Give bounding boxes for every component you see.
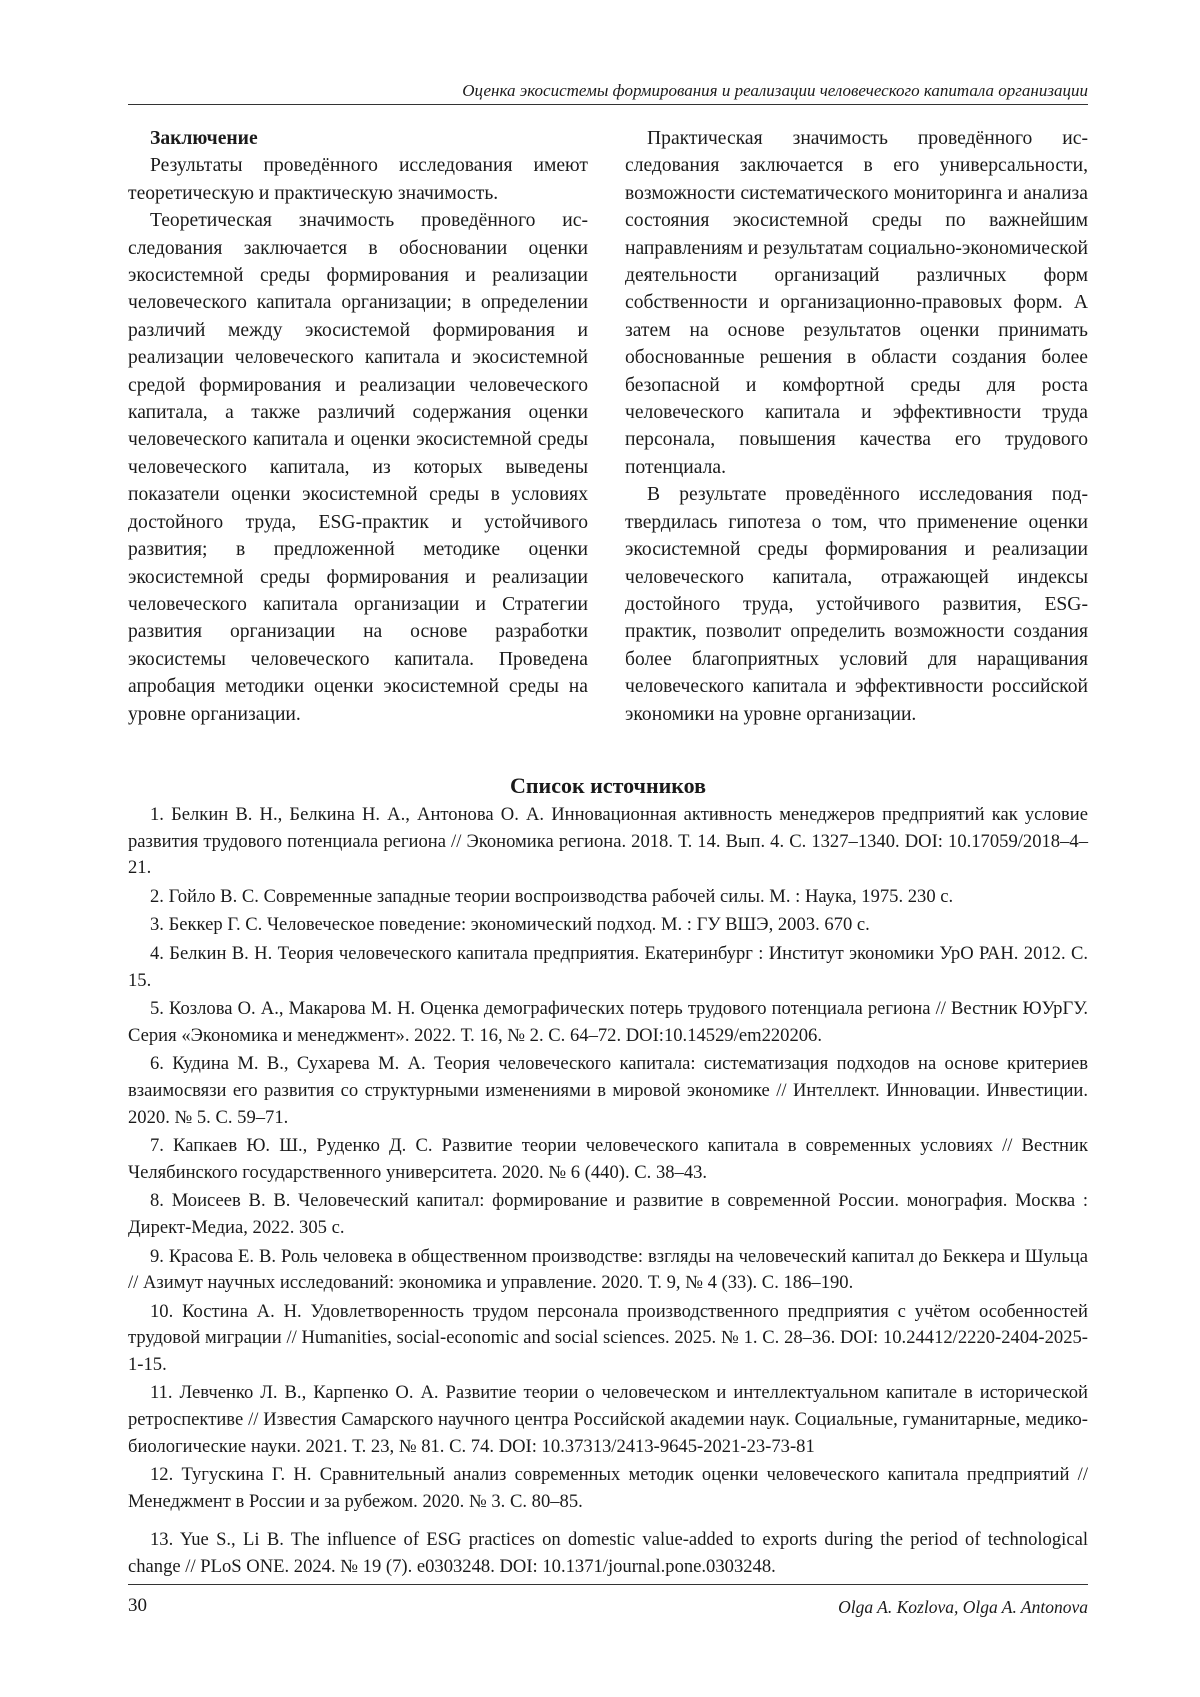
footer-rule — [128, 1584, 1088, 1585]
reference-item: 5. Козлова О. А., Макарова М. Н. Оценка демографических потерь трудового потенциала региона // Вестник ЮУрГУ. Серия «Экономика и менеджмент». 2022. Т. 16, № 2. С. 64–72. DOI:10.14529/em220206. — [128, 998, 1088, 1046]
body-paragraph: Практическая значимость проведённого исследования заключается в его универсальности, возможности систематического мониторинга и анализа состояния экосистемной среды по важнейшим направлениям и результатам социально-экономической деятельности организаций различных форм собственности и организационно-правовых форм. А затем на основе результатов оценки принимать обоснованные решения в области создания более безопасной и комфортной среды для роста человеческого капитала и эффективности труда персонала, повышения качества его трудового потенциала. — [625, 128, 1088, 478]
reference-item: 6. Кудина М. В., Сухарева М. А. Теория человеческого капитала: систематизация подходов на основе критериев взаимосвязи его развития со структурными изменениями в мировой экономике // Интеллект. Инновации. Инвестиции. 2020. № 5. С. 59–71. — [128, 1053, 1088, 1128]
body-paragraph: В результате проведённого исследования подтвердилась гипотеза о том, что применение оценки экосистемной среды формирования и реализации человеческого капитала, отражающей индексы достойного труда, устойчивого развития, ESG-практик, позволит определить возможности создания более благоприятных условий для наращивания человеческого капитала и эффективности российской экономики на уровне организации. — [625, 484, 1088, 725]
reference-item: 12. Тугускина Г. Н. Сравнительный анализ современных методик оценки человеческого капитала предприятий // Менеджмент в России и за рубежом. 2020. № 3. С. 80–85. — [128, 1464, 1088, 1512]
reference-item: 4. Белкин В. Н. Теория человеческого капитала предприятия. Екатеринбург : Институт экономики УрО РАН. 2012. С. 15. — [128, 942, 1088, 991]
reference-item: 13. Yue S., Li B. The influence of ESG practices on domestic value-added to exports during the period of technological change // PLoS ONE. 2024. № 19 (7). e0303248. DOI: 10.1371/journal.pone.0303248. — [128, 1529, 1088, 1578]
reference-item: 11. Левченко Л. В., Карпенко О. А. Развитие теории о человеческом и интеллектуальном капитале в исторической ретроспективе // Известия Самарского научного центра Российской академии наук. Социальные, гуманитарные, медико-биологические науки. 2021. Т. 23, № 81. С. 74. DOI: 10.37313/2413-9645-2021-23-73-81 — [128, 1382, 1088, 1457]
reference-item: 7. Капкаев Ю. Ш., Руденко Д. С. Развитие теории человеческого капитала в современных условиях // Вестник Челябинского государственного университета. 2020. № 6 (440). С. 38–43. — [128, 1135, 1088, 1183]
left-column — [128, 125, 588, 728]
header-rule — [128, 104, 1088, 105]
footer-authors: Olga A. Kozlova, Olga A. Antonova — [838, 1597, 1088, 1617]
reference-item: 8. Моисеев В. В. Человеческий капитал: формирование и развитие в современной России. монография. Москва : Директ-Медиа, 2022. 305 с. — [128, 1190, 1088, 1238]
reference-item: 2. Гойло В. С. Современные западные теории воспроизводства рабочей силы. М. : Наука, 1975. 230 с. — [150, 885, 954, 907]
reference-item: 9. Красова Е. В. Роль человека в общественном производстве: взгляды на человеческий капитал до Беккера и Шульца // Азимут научных исследований: экономика и управление. 2020. Т. 9, № 4 (33). С. 186–190. — [128, 1245, 1088, 1294]
body-paragraph: Результаты проведённого исследования имеют теоретическую и практическую значимость. — [128, 155, 588, 204]
reference-list — [128, 802, 1088, 1583]
page-number: 30 — [128, 1595, 147, 1616]
body-paragraph: Теоретическая значимость проведённого исследования заключается в обосновании оценки экосистемной среды формирования и реализации человеческого капитала организации; в определении различий между экосистемой формирования и реализации человеческого капитала и экосистемной средой формирования и реализации человеческого капитала, а также различий содержания оценки человеческого капитала и оценки экосистемной среды человеческого капитала, из которых выведены показатели оценки экосистемной среды в условиях достойного труда, ESG-практик и устойчивого развития; в предложенной методике оценки экосистемной среды формирования и реализации человеческого капитала организации и Стратегии развития организации на основе разработки экосистемы человеческого капитала. Проведена апробация методики оценки экосистемной среды на уровне организации. — [128, 210, 588, 725]
running-title: Оценка экосистемы формирования и реализации человеческого капитала организации — [462, 81, 1088, 100]
reference-item: 3. Беккер Г. С. Человеческое поведение: экономический подход. М. : ГУ ВШЭ, 2003. 670 с. — [150, 914, 870, 936]
right-column — [625, 125, 1088, 728]
references-title: Список источников — [509, 773, 707, 798]
reference-item: 1. Белкин В. Н., Белкина Н. А., Антонова О. А. Инновационная активность менеджеров предприятий как условие развития трудового потенциала региона // Экономика региона. 2018. Т. 14. Вып. 4. С. 1327–1340. DOI: 10.17059/2018–4–21. — [128, 804, 1088, 879]
reference-item: 10. Костина А. Н. Удовлетворенность трудом персонала производственного предприятия с учётом особенностей трудовой миграции // Humanities, social-economic and social sciences. 2025. № 1. С. 28–36. DOI: 10.24412/2220-2404-2025-1-15. — [128, 1300, 1088, 1375]
conclusion-heading: Заключение — [150, 128, 258, 149]
